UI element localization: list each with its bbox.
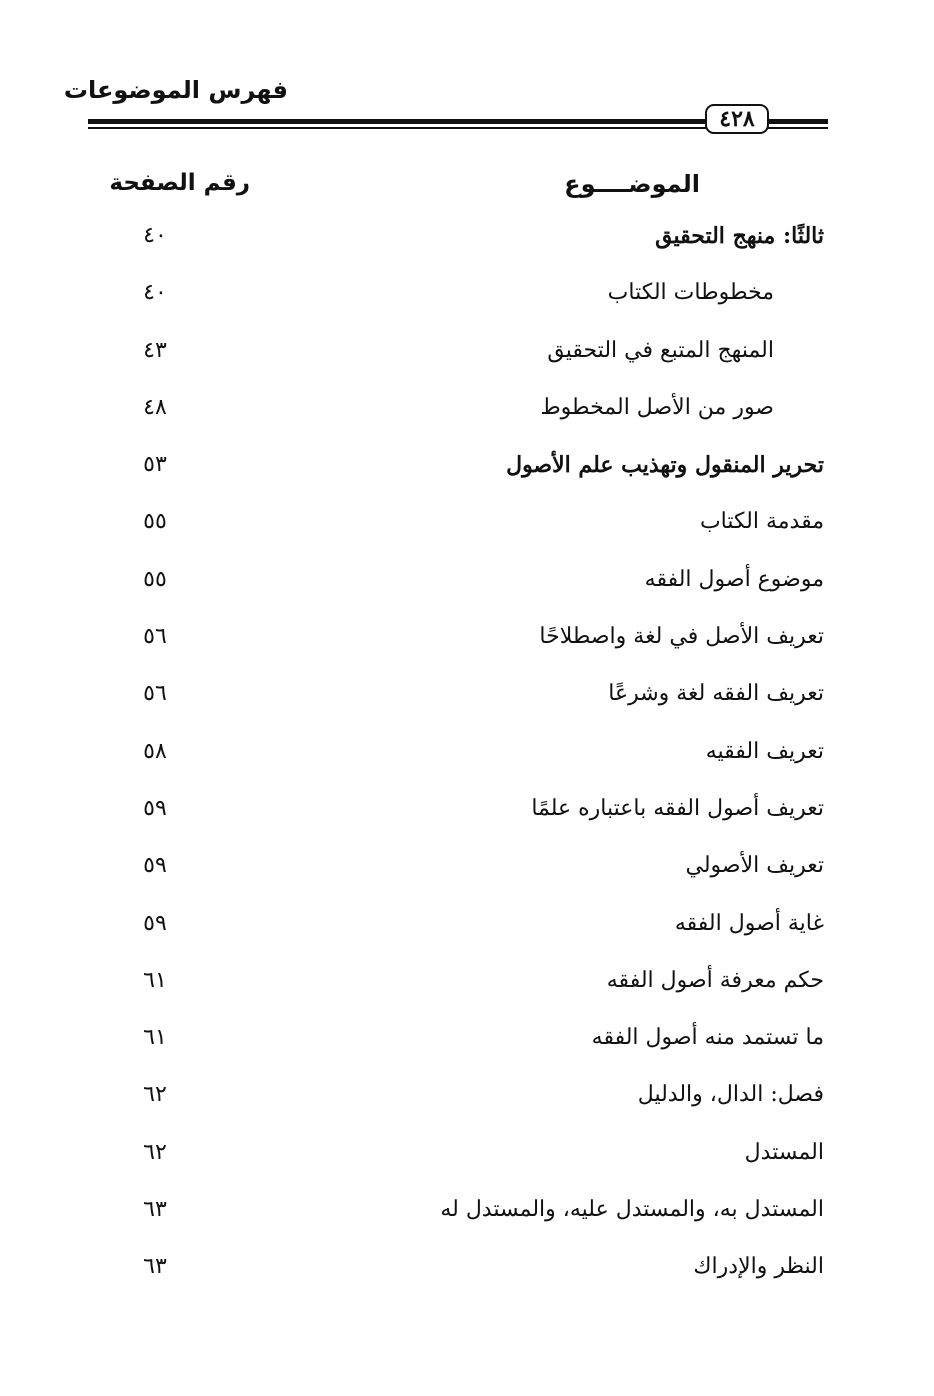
toc-entry-title: تحرير المنقول وتهذيب علم الأصول [506,452,824,479]
toc-entry [0,1130,934,1187]
toc-entry [0,958,934,1015]
toc-entry [0,270,934,327]
toc-entry-title: تعريف الفقيه [705,738,824,764]
toc-entry-page: ٥٣ [143,452,167,478]
toc-entry [0,729,934,786]
toc-entry-title: ثالثًا: منهج التحقيق [655,223,824,249]
toc-entry-page: ٤٣ [143,337,167,363]
toc-entry-page: ٥٩ [143,795,167,821]
toc-entry-title: غاية أصول الفقه [674,910,824,936]
toc-entry-page: ٥٦ [143,624,167,650]
toc-entry-title: فصل: الدال، والدليل [637,1082,824,1108]
toc-entry-page: ٤٠ [143,223,167,248]
toc-entry-page: ٥٥ [143,566,167,592]
running-title: فهرس الموضوعات [63,76,288,104]
toc-entry [0,1187,934,1244]
topic-column-header: الموضــــوع [564,170,700,198]
toc-entry [0,385,934,442]
toc-entry-page: ٤٨ [143,394,167,420]
toc-entry-title: تعريف الأصولي [685,853,824,879]
toc-entry-page: ٤٠ [143,280,167,306]
toc-entry-title: المستدل به، والمستدل عليه، والمستدل له [440,1197,824,1223]
toc-entry-page: ٦٣ [143,1197,167,1223]
toc-entry-page: ٦١ [143,967,167,993]
toc-entry-title: تعريف الأصل في لغة واصطلاحًا [539,624,824,650]
toc-entry [0,614,934,671]
toc-entry [0,1072,934,1129]
toc-entry-title: حكم معرفة أصول الفقه [606,967,824,993]
table-of-contents [0,213,934,1302]
toc-entry-title: ما تستمد منه أصول الفقه [591,1025,824,1051]
toc-entry-page: ٥٩ [143,910,167,936]
toc-entry-title: موضوع أصول الفقه [644,566,824,592]
toc-entry-title: مقدمة الكتاب [699,509,824,535]
toc-entry [0,557,934,614]
page-column-header: رقم الصفحة [109,170,250,196]
toc-entry-page: ٦١ [143,1025,167,1051]
toc-entry [0,1015,934,1072]
toc-entry [0,786,934,843]
toc-entry-title: صور من الأصل المخطوط [540,394,774,420]
toc-entry-title: النظر والإدراك [693,1254,824,1280]
page-number [705,104,769,134]
toc-entry-page: ٥٦ [143,681,167,707]
toc-entry [0,442,934,499]
toc-entry [0,213,934,270]
toc-entry-title: تعريف الفقه لغة وشرعًا [608,681,824,707]
toc-entry-title: مخطوطات الكتاب [607,280,774,306]
toc-entry-page: ٥٥ [143,509,167,535]
toc-entry [0,328,934,385]
toc-entry [0,499,934,556]
toc-entry-page: ٦٢ [143,1139,167,1165]
page-number-text: ٤٢٨ [719,106,755,132]
toc-entry [0,901,934,958]
toc-entry [0,1244,934,1301]
toc-entry [0,843,934,900]
toc-entry [0,671,934,728]
toc-entry-page: ٥٩ [143,853,167,879]
toc-entry-page: ٦٣ [143,1254,167,1280]
toc-entry-title: المنهج المتبع في التحقيق [547,337,774,363]
toc-entry-title: تعريف أصول الفقه باعتباره علمًا [531,795,824,821]
toc-entry-page: ٥٨ [143,738,167,764]
toc-entry-page: ٦٢ [143,1082,167,1108]
toc-entry-title: المستدل [744,1139,824,1165]
